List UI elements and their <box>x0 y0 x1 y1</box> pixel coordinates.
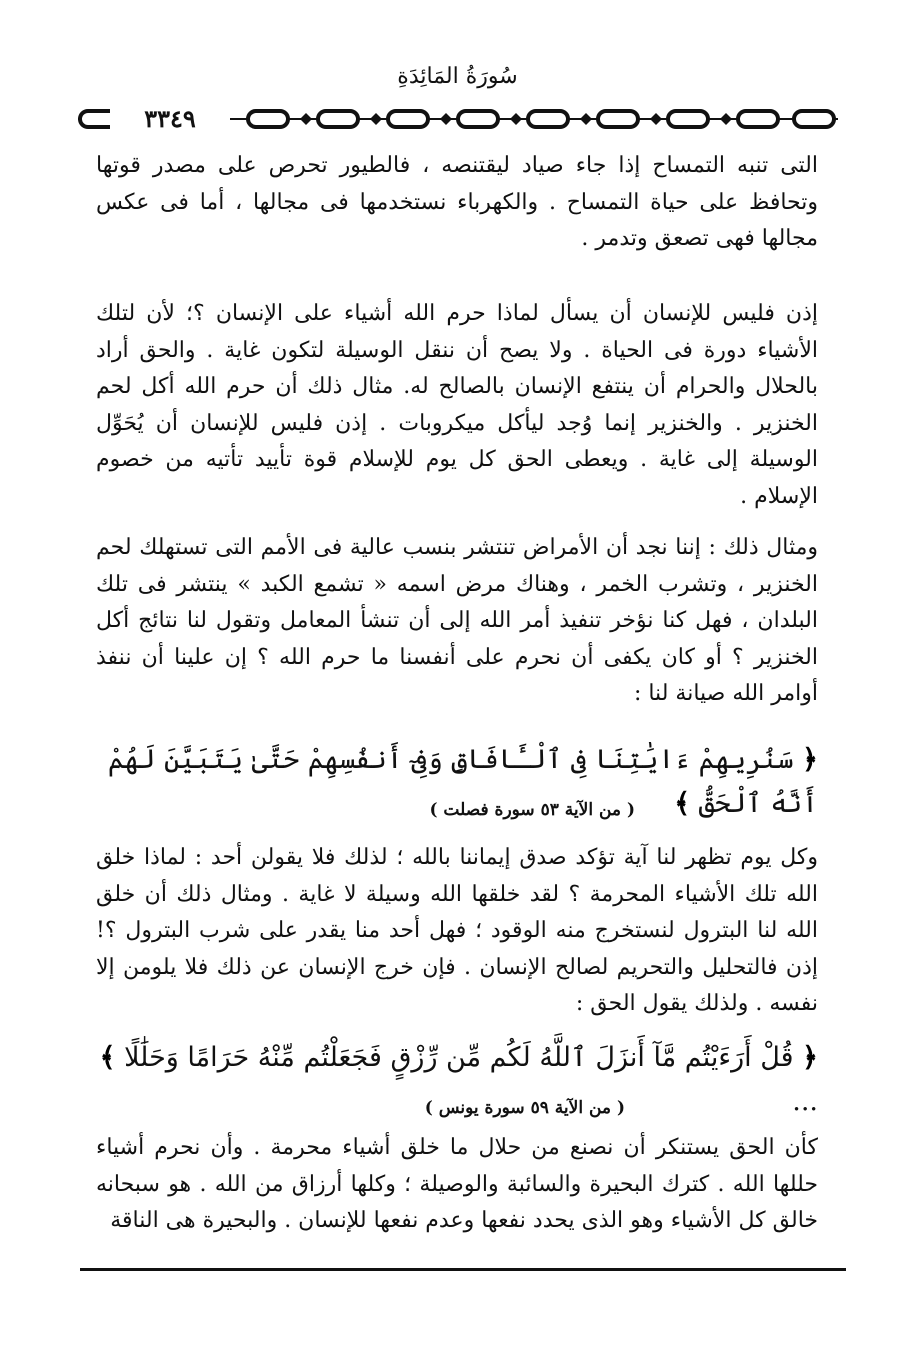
verse-open-bracket: ﴿ <box>802 1042 818 1073</box>
verse-text: قُلْ أَرَءَيْتُم مَّآ أَنزَلَ ٱللَّهُ لَكُم مِّن رِّزْقٍ فَجَعَلْتُم مِّنْهُ حَرَامًا وَحَلَٰلًا <box>124 1042 794 1073</box>
verse-close-bracket: ﴾ <box>674 788 691 819</box>
paragraph: وكل يوم تظهر لنا آية تؤكد صدق إيماننا بالله ؛ لذلك فلا يقولن أحد : لماذا خلق الله تلك الأشياء المحرمة ؟ لقد خلقها الله وسيلة لا غاية . ومثال ذلك أن خلق الله لنا البترول لنستخرج منه الوقود ؛ فهل أحد منا يقدر على شرب البترول ؟! إذن فالتحليل والتحريم لصالح الإنسان . فإن خرج الإنسان عن ذلك فلا يلومن إلا نفسه . ولذلك يقول الحق : <box>96 845 818 1016</box>
ornamental-border <box>78 104 838 134</box>
paragraph: كأن الحق يستنكر أن نصنع من حلال ما خلق أشياء محرمة . وأن نحرم أشياء حللها الله . كترك البحيرة والسائبة والوصيلة ؛ وكلها أرزاق من الله . هو سبحانه خالق كل الأشياء وهو الذى يحدد نفعها وعدم نفعها للإنسان . والبحيرة هى الناقة <box>96 1135 818 1233</box>
verse-reference: ( من الآية ٥٩ سورة يونس ) <box>424 1098 625 1118</box>
footer-divider <box>80 1268 846 1271</box>
page-number: ٣٣٤٩ <box>110 104 230 134</box>
verse-close-bracket: ﴾ <box>99 1042 116 1073</box>
verse-reference: ( من الآية ٥٣ سورة فصلت ) <box>429 800 635 820</box>
paragraph: ومثال ذلك : إننا نجد أن الأمراض تنتشر بنسب عالية فى الأمم التى تستهلك لحم الخنزير ، وتشرب الخمر ، وهناك مرض اسمه « تشمع الكبد » ينتشر فى تلك البلدان ، فهل كنا نؤخر تنفيذ أمر الله إلى أن تنشأ المعامل وتقول لنا نتائج أكل الخنزير ؟ أو كان يكفى أن نحرم على أنفسنا ما حرم الله ؟ إن علينا أن ننفذ أوامر الله صيانة لنا : <box>96 535 818 706</box>
verse-text: سَنُرِيهِمْ ءَايَٰتِنَا فِى ٱلْـَٔافَاقِ وَفِىٓ أَنفُسِهِمْ حَتَّىٰ يَتَبَيَّنَ لَهُمْ أَنَّهُ ٱلْحَقُّ <box>107 744 818 819</box>
verse-ellipsis: ... <box>792 1086 818 1117</box>
verse-open-bracket: ﴿ <box>802 744 818 775</box>
paragraph: إذن فليس للإنسان أن يسأل لماذا حرم الله أشياء على الإنسان ؟؛ لأن لتلك الأشياء دورة فى الحياة . ولا يصح أن ننقل الوسيلة لتكون غاية . والحق أراد بالحلال والحرام أن ينتفع الإنسان بالصالح له. مثال ذلك أن حرم الله أكل لحم الخنزير . والخنزير إنما وُجد ليأكل ميكروبات . إذن فليس للإنسان أن يُحَوِّل الوسيلة إلى غاية . ويعطى الحق كل يوم للإسلام قوة تأييد تأتيه من خصوم الإسلام . <box>96 301 818 509</box>
paragraph: التى تنبه التمساح إذا جاء صياد ليقتنصه ، فالطيور تحرص على مصدر قوتها وتحافظ على حياة التمساح . والكهرباء نستخدمها فى مجالها ، أما فى عكس مجالها فهى تصعق وتدمر . <box>96 153 818 251</box>
surah-title: سُورَةُ المَائِدَةِ <box>397 64 518 89</box>
